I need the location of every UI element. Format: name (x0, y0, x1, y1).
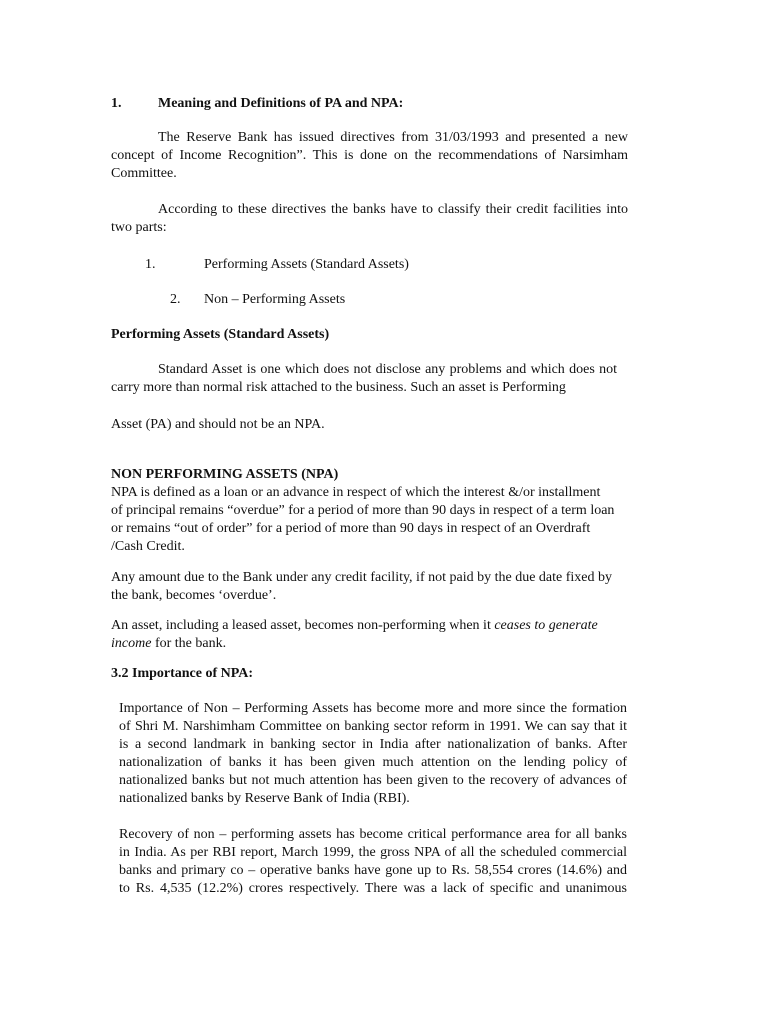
list-item-number: 1. (145, 257, 156, 272)
overdue-paragraph (111, 569, 612, 605)
text-line (111, 617, 598, 635)
text-line: banks and primary co – operative banks have gone up to Rs. 58,554 crores (14.6%) and (119, 863, 627, 878)
text-line: to Rs. 4,535 (12.2%) crores respectively. There was a lack of specific and unanimous (119, 881, 627, 896)
text-line: concept of Income Recognition”. This is done on the recommendations of Narsimham (111, 148, 628, 163)
importance-heading: 3.2 Importance of NPA: (111, 666, 254, 681)
pa-heading: Performing Assets (Standard Assets) (111, 327, 330, 342)
directives-paragraph (111, 201, 628, 237)
text-line: Any amount due to the Bank under any credit facility, if not paid by the due date fixed by (111, 570, 613, 585)
pa-paragraph-continued: Asset (PA) and should not be an NPA. (111, 417, 325, 432)
recovery-paragraph (119, 826, 627, 898)
text-line: or remains “out of order” for a period of more than 90 days in respect of an Overdraft (111, 521, 591, 536)
text-line: The Reserve Bank has issued directives from 31/03/1993 and presented a new (158, 130, 628, 145)
npa-heading: NON PERFORMING ASSETS (NPA) (111, 467, 339, 482)
text-line: of Shri M. Narshimham Committee on banking sector reform in 1991. We can say that it (119, 719, 627, 734)
text-line: in India. As per RBI report, March 1999, the gross NPA of all the scheduled commercial (119, 845, 627, 860)
text-line: Committee. (111, 166, 177, 181)
text-line: carry more than normal risk attached to the business. Such an asset is Performing (111, 380, 566, 395)
text-line: Importance of Non – Performing Assets has become more and more since the formation (119, 701, 627, 716)
text-line: two parts: (111, 220, 167, 235)
text-run: An asset, including a leased asset, becomes non-performing when it (111, 618, 495, 633)
text-line: Standard Asset is one which does not disclose any problems and which does not (158, 362, 617, 377)
text-line: nationalization of banks it has been given much attention on the lending policy of (119, 755, 627, 770)
list-item-text: Performing Assets (Standard Assets) (204, 257, 409, 272)
pa-paragraph (111, 361, 617, 397)
text-line: is a second landmark in banking sector in India after nationalization of banks. After (119, 737, 627, 752)
non-performing-paragraph (111, 617, 598, 653)
text-line: nationalized banks by Reserve Bank of India (RBI). (119, 791, 410, 806)
text-run: for the bank. (151, 636, 227, 651)
italic-text: ceases to generate (494, 618, 598, 633)
section-number: 1. (111, 96, 122, 111)
text-line (111, 635, 598, 653)
list-item-number: 2. (170, 292, 181, 307)
text-line: /Cash Credit. (111, 539, 185, 554)
text-line: Recovery of non – performing assets has become critical performance area for all banks (119, 827, 627, 842)
section-heading: Meaning and Definitions of PA and NPA: (158, 96, 404, 111)
importance-paragraph (119, 700, 627, 808)
list-item-text: Non – Performing Assets (204, 292, 346, 307)
text-line: According to these directives the banks have to classify their credit facilities into (158, 202, 628, 217)
text-line: nationalized banks but not much attention has been given to the recovery of advances of (119, 773, 627, 788)
intro-paragraph (111, 129, 628, 183)
npa-definition-paragraph (111, 484, 614, 556)
text-line: NPA is defined as a loan or an advance in respect of which the interest &/or installment (111, 485, 601, 500)
italic-text: income (111, 636, 152, 651)
text-line: of principal remains “overdue” for a period of more than 90 days in respect of a term loan (111, 503, 615, 518)
text-line: the bank, becomes ‘overdue’. (111, 588, 277, 603)
